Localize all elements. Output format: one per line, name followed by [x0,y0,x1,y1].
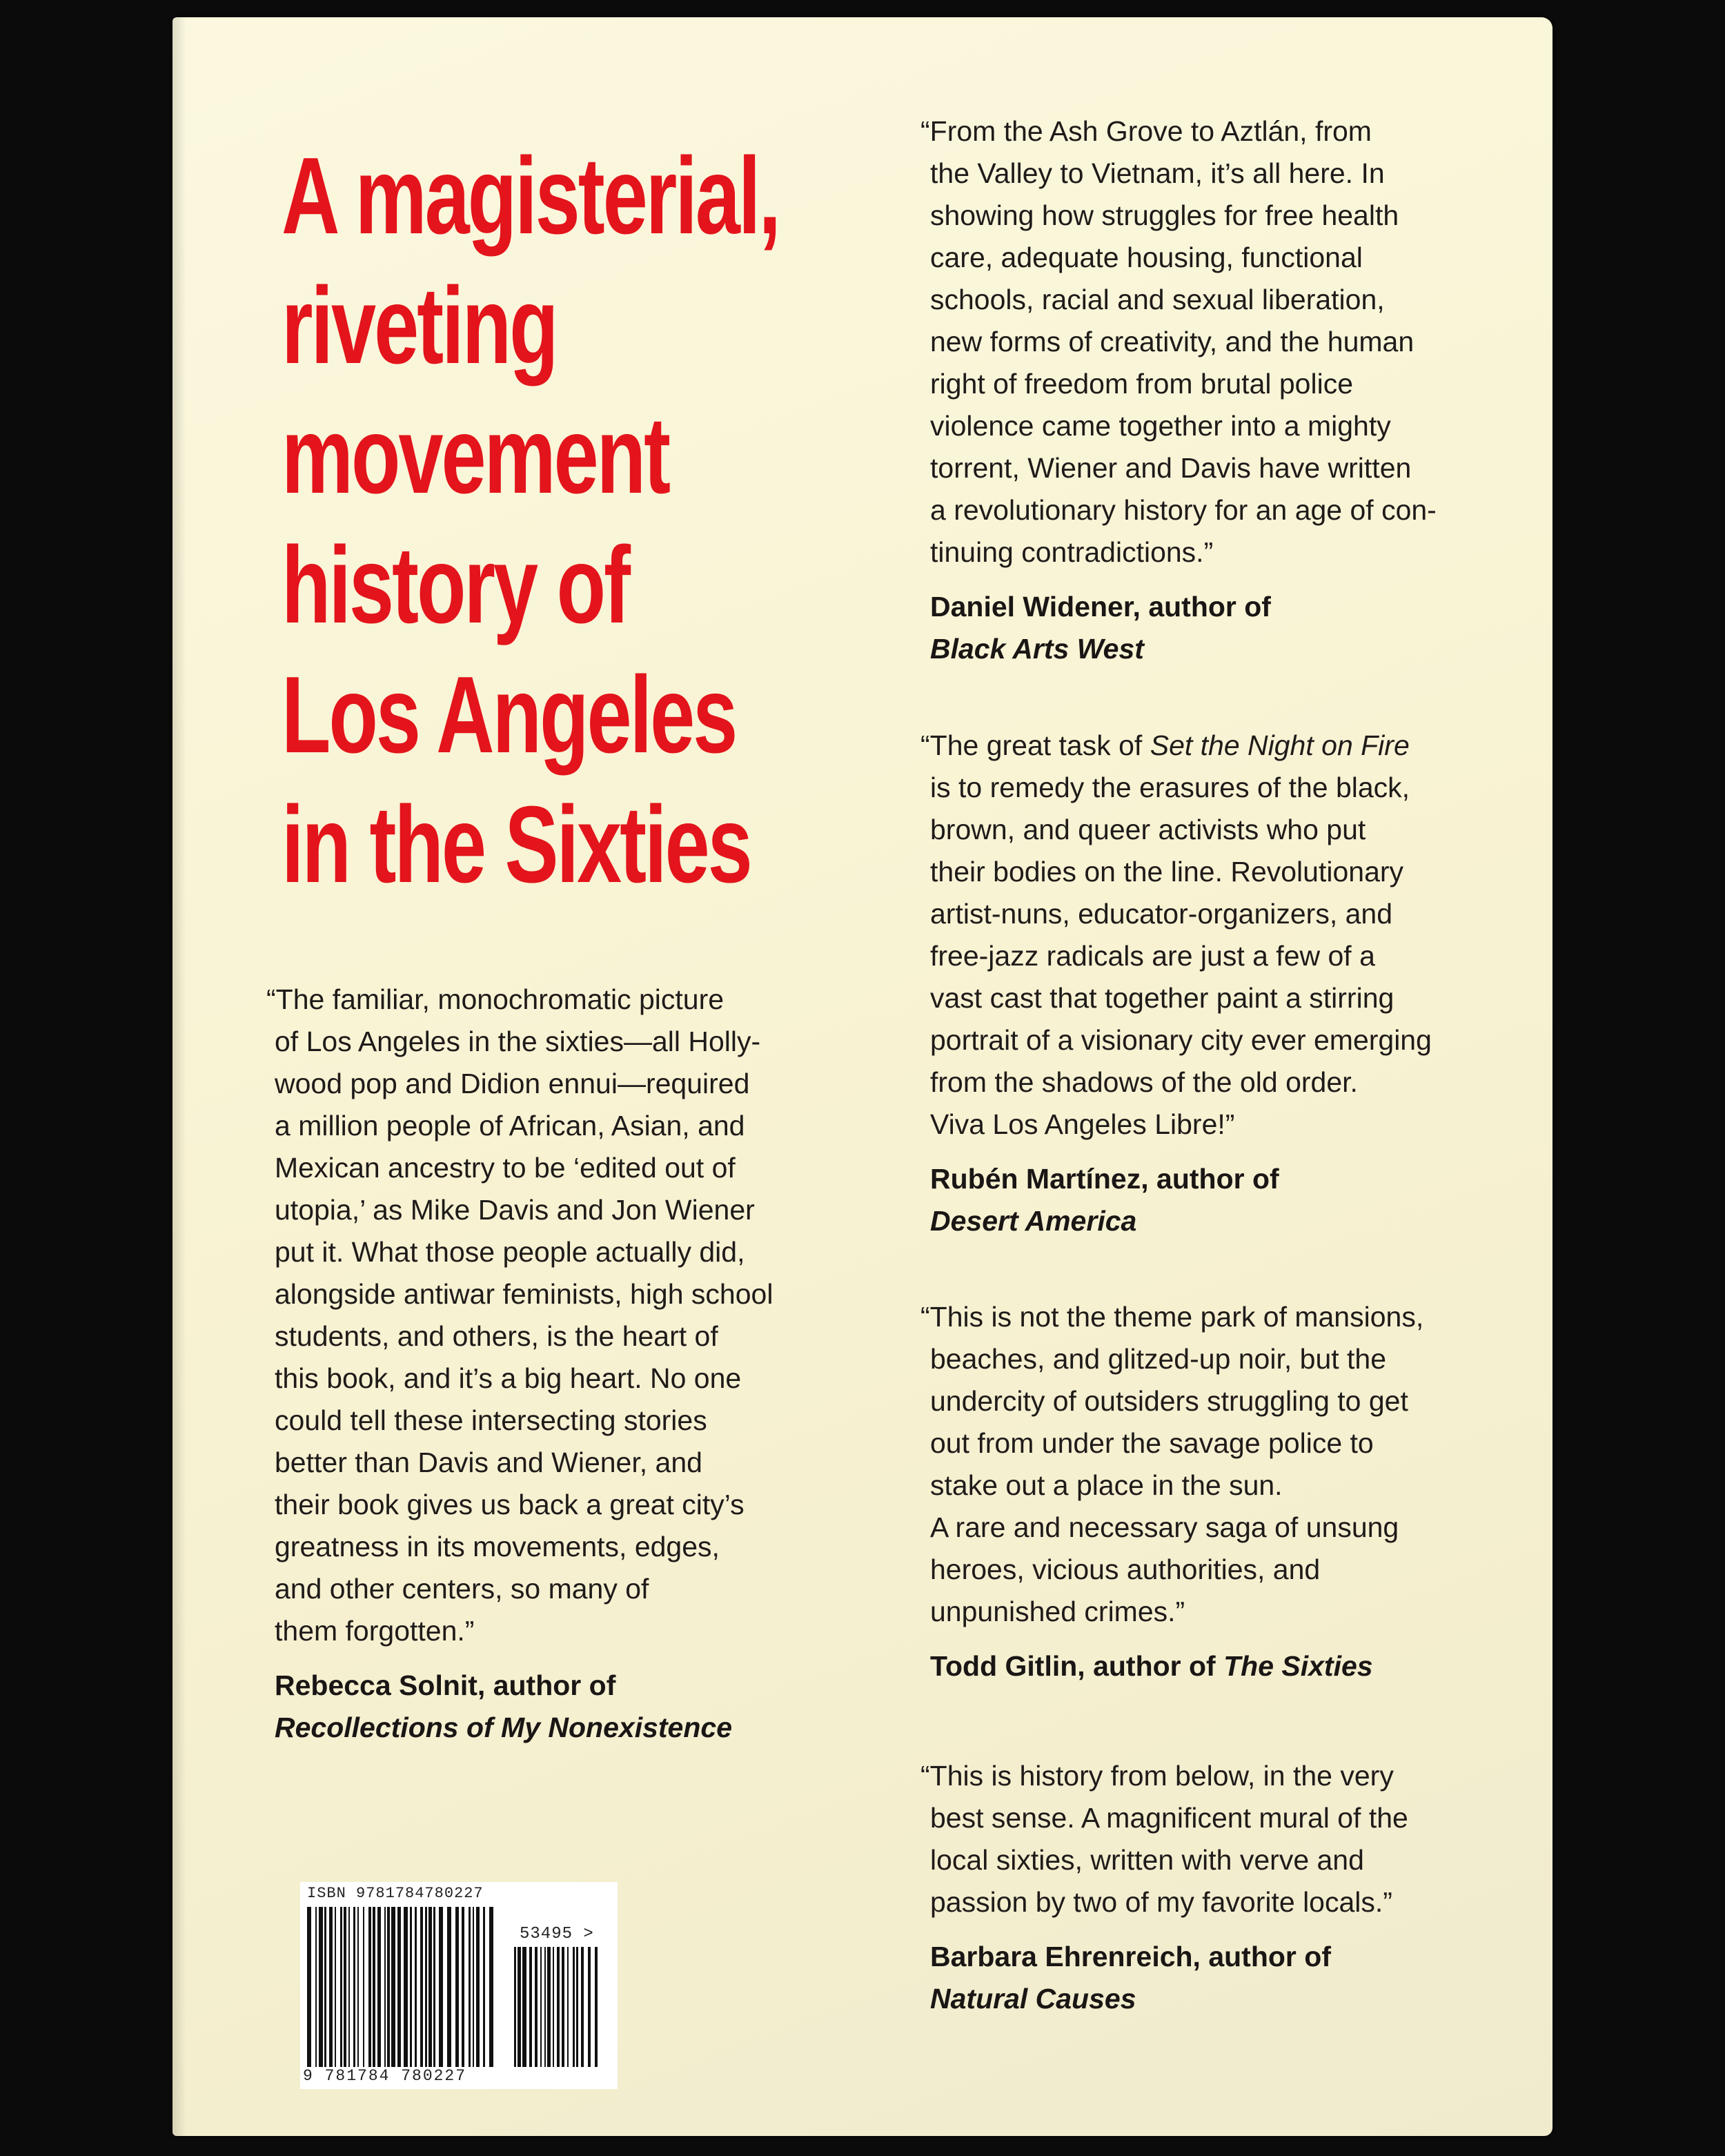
barcode-bar [573,1947,575,2067]
blurb-line: A rare and necessary saga of unsung [930,1511,1399,1543]
attribution-book-title: Recollections of My Nonexistence [275,1712,733,1743]
attribution-book-title: The Sixties [1223,1650,1373,1682]
isbn-barcode [300,1882,618,2089]
barcode-bar [368,1907,371,2067]
quoted-book-title: Set the Night on Fire [1150,729,1410,761]
barcode-bar [307,1907,311,2067]
blurb-widener [920,110,1437,670]
headline-line: history of [282,525,629,646]
barcode-bar [387,1907,390,2067]
blurb-line: torrent, Wiener and Davis have written [930,452,1412,484]
blurb-line: showing how struggles for free health [930,199,1399,231]
blurb-line: and other centers, so many of [275,1573,649,1605]
barcode-addon-bars [514,1947,604,2067]
blurb-line: their book gives us back a great city’s [275,1489,745,1520]
barcode-bar [348,1907,350,2067]
blurb-line: greatness in its movements, edges, [275,1531,720,1562]
barcode-bar [319,1907,323,2067]
barcode-bar [557,1947,560,2067]
barcode-bar [553,1947,554,2067]
barcode-bar [363,1907,364,2067]
blurb-attribution [930,1645,1423,1687]
blurb-attribution [275,1665,773,1749]
blurb-line: Viva Los Angeles Libre!” [930,1108,1235,1140]
barcode-bar [335,1907,336,2067]
barcode-bar [469,1907,471,2067]
barcode-bar [415,1907,417,2067]
blurb-line: vast cast that together paint a stirring [930,982,1394,1014]
blurb-line: right of freedom from brutal police [930,368,1353,400]
headline-line: A magisterial, [282,135,780,257]
blurb-attribution [930,1936,1408,2020]
headline [282,131,780,910]
blurb-text [920,1755,1408,1923]
attribution-book-title: Desert America [930,1205,1137,1237]
blurb-line: them forgotten.” [275,1615,475,1647]
barcode-bar [324,1907,326,2067]
blurb-line: put it. What those people actually did, [275,1236,745,1268]
blurb-line: a revolutionary history for an age of con- [930,494,1437,526]
attribution-book-title: Black Arts West [930,633,1144,665]
barcode-bar [518,1947,521,2067]
barcode-bar [562,1947,564,2067]
blurb-line: beaches, and glitzed-up noir, but the [930,1343,1387,1375]
barcode-bar [357,1907,359,2067]
blurb-line: passion by two of my favorite locals.” [930,1886,1392,1918]
barcode-bar [425,1907,427,2067]
blurb-ehrenreich [920,1755,1408,2020]
blurb-line: “The familiar, monochromatic picture [266,983,724,1015]
blurb-attribution [930,586,1437,670]
barcode-bar [588,1947,591,2067]
blurb-text [266,979,773,1652]
barcode-bar [595,1947,598,2067]
blurb-line: schools, racial and sexual liberation, [930,284,1385,315]
blurb-line: local sixties, written with verve and [930,1844,1364,1876]
blurb-line: “This is history from below, in the very [920,1760,1394,1792]
blurb-line: this book, and it’s a big heart. No one [275,1362,742,1394]
blurb-text [920,110,1437,574]
barcode-bar [410,1907,412,2067]
blurb-text [920,725,1432,1146]
blurb-line: a million people of African, Asian, and [275,1110,745,1141]
blurb-attribution [930,1158,1432,1242]
barcode-bar [544,1947,546,2067]
blurb-text [920,1296,1424,1633]
blurb-line [920,725,1432,767]
blurb-line: from the shadows of the old order. [930,1066,1358,1098]
barcode-bar [483,1907,485,2067]
blurb-line: wood pop and Didion ennui—required [275,1068,750,1099]
blurb-line: heroes, vicious authorities, and [930,1554,1321,1585]
barcode-bar [476,1907,480,2067]
barcode-bar [462,1907,464,2067]
attribution-author: Rubén Martínez, author of [930,1163,1279,1195]
blurb-martinez [920,725,1432,1242]
barcode-bar [547,1947,551,2067]
barcode-bar [489,1907,493,2067]
barcode-bar [340,1907,342,2067]
barcode-bar [447,1907,451,2067]
blurb-line: undercity of outsiders struggling to get [930,1385,1408,1417]
attribution-book-title: Natural Causes [930,1983,1136,2015]
attribution-author: Rebecca Solnit, author of [275,1669,616,1701]
barcode-bar [567,1947,569,2067]
blurb-line: best sense. A magnificent mural of the [930,1802,1408,1834]
barcode-bar [514,1947,516,2067]
barcode-bar [404,1907,408,2067]
headline-line: movement [282,395,669,516]
barcode-bar [540,1947,542,2067]
barcode-bar [373,1907,375,2067]
headline-line: in the Sixties [282,784,751,905]
headline-line: Los Angeles [282,654,736,776]
blurb-line: “From the Ash Grove to Aztlán, from [920,115,1372,147]
barcode-bar [439,1907,443,2067]
barcode-bar [473,1907,474,2067]
attribution-author: Barbara Ehrenreich, author of [930,1941,1331,1972]
barcode-bars [307,1907,493,2067]
attribution-author: Todd Gitlin, author of [930,1650,1224,1682]
blurb-line: students, and others, is the heart of [275,1320,718,1352]
blurb-line: could tell these intersecting stories [275,1404,707,1436]
blurb-line: utopia,’ as Mike Davis and Jon Wiener [275,1194,755,1226]
blurb-line: the Valley to Vietnam, it’s all here. In [930,157,1385,189]
blurb-line: free-jazz radicals are just a few of a [930,940,1375,972]
blurb-line: artist-nuns, educator-organizers, and [930,898,1393,930]
blurb-line: unpunished crimes.” [930,1596,1185,1627]
headline-line: riveting [282,265,557,386]
barcode-bar [522,1947,526,2067]
barcode-digits: 9 781784 780227 [303,2067,467,2085]
blurb-line: their bodies on the line. Revolutionary [930,856,1404,888]
blurb-line: Mexican ancestry to be ‘edited out of [275,1152,736,1184]
blurb-line: new forms of creativity, and the human [930,326,1414,357]
barcode-bar [420,1907,423,2067]
barcode-bar [391,1907,395,2067]
blurb-line: portrait of a visionary city ever emerging [930,1024,1432,1056]
barcode-bar [455,1907,459,2067]
barcode-bar [529,1947,532,2067]
blurb-line: alongside antiwar feminists, high school [275,1278,773,1310]
attribution-line [930,1645,1423,1687]
blurb-line: “This is not the theme park of mansions, [920,1301,1424,1333]
barcode-bar [377,1907,381,2067]
barcode-bar [433,1907,435,2067]
blurb-line: care, adequate housing, functional [930,242,1363,273]
barcode-bar [329,1907,333,2067]
price-code: 53495 > [520,1925,594,1943]
barcode-bar [315,1907,317,2067]
barcode-bar [344,1907,346,2067]
barcode-bar [384,1907,386,2067]
blurb-solnit [266,979,773,1749]
isbn-label: ISBN 9781784780227 [307,1885,484,1902]
barcode-bar [428,1907,432,2067]
blurb-line: tinuing contradictions.” [930,536,1214,568]
blurb-line: brown, and queer activists who put [930,814,1366,845]
barcode-bar [576,1947,578,2067]
barcode-bar [581,1947,584,2067]
barcode-bar [353,1907,355,2067]
blurb-line-prefix: “The great task of [920,729,1150,761]
blurb-line: is to remedy the erasures of the black, [930,772,1410,803]
attribution-author: Daniel Widener, author of [930,591,1271,623]
barcode-bar [535,1947,538,2067]
blurb-line: better than Davis and Wiener, and [275,1447,702,1478]
blurb-line: out from under the savage police to [930,1427,1374,1459]
blurb-line: violence came together into a mighty [930,410,1391,442]
barcode-bar [397,1907,401,2067]
blurb-gitlin [920,1296,1424,1687]
book-back-cover [172,17,1552,2136]
blurb-line: stake out a place in the sun. [930,1469,1283,1501]
blurb-line: of Los Angeles in the sixties—all Holly- [275,1026,761,1057]
